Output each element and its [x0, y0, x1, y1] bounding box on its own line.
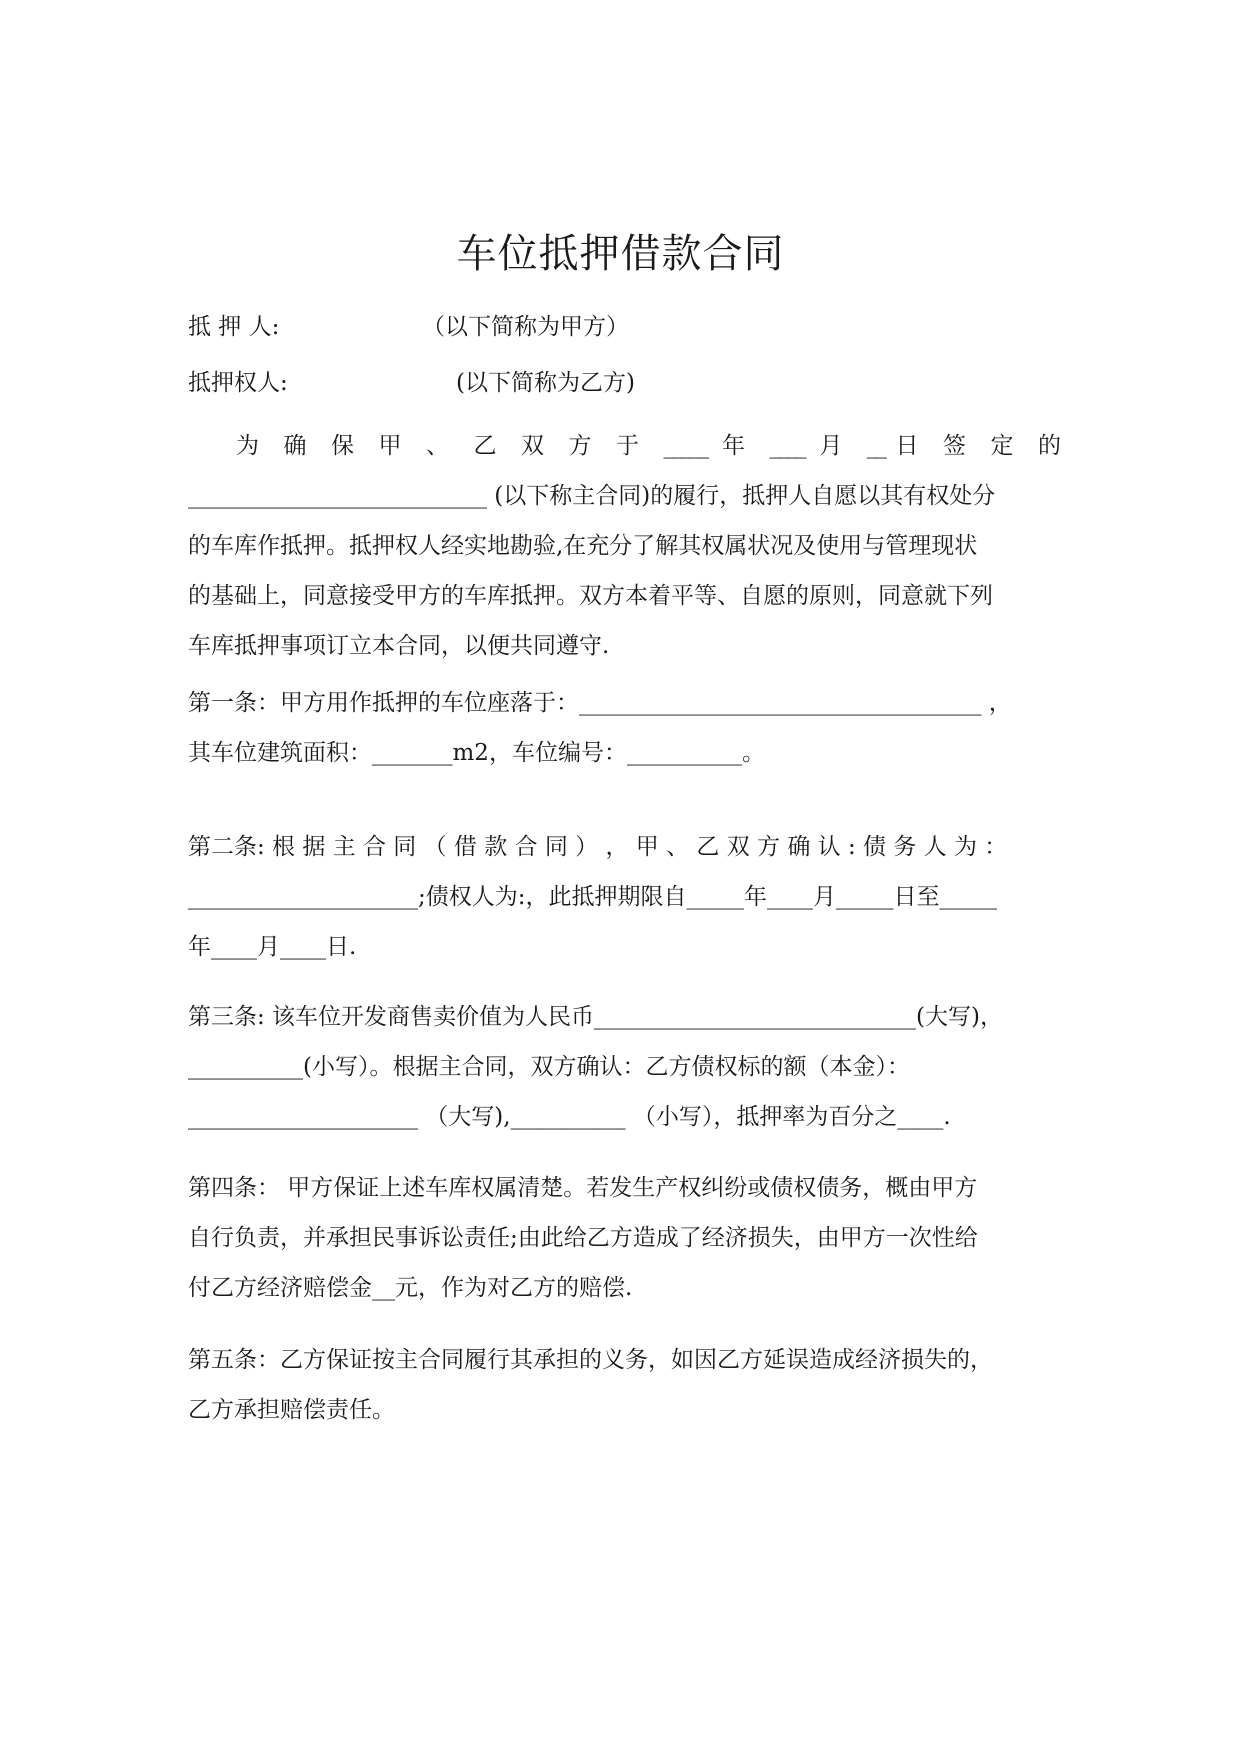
paragraph-line: ____________________ （大写),__________ （小写），抵押率为百分之____. — [188, 1104, 951, 1130]
paragraph-line: 第二条: 根 据 主 合 同 （ 借 款 合 同 ） ， 甲 、 乙 双 方 确 认 : 债 务 人 为 ： — [188, 834, 1008, 860]
paragraph-line: 第一条：甲方用作抵押的车位座落于：___________________________________ ， — [188, 690, 1012, 716]
paragraph-line: 第三条: 该车位开发商售卖价值为人民币____________________________(大写)， — [188, 1004, 1004, 1030]
intro-paragraph — [188, 421, 1058, 671]
mortgagor-line — [188, 312, 1058, 342]
mortgagor-label: 抵 押 人: — [188, 314, 280, 340]
paragraph-line: 车库抵押事项订立本合同，以便共同遵守. — [188, 633, 610, 659]
paragraph-line: ____________________;债权人为:，此抵押期限自_____年____月_____日至_____ — [188, 884, 997, 910]
article-4 — [188, 1163, 1058, 1313]
paragraph-line: 其车位建筑面积：_______m2，车位编号：__________。 — [188, 740, 765, 766]
paragraph-line: 付乙方经济赔偿金__元，作为对乙方的赔偿. — [188, 1275, 633, 1301]
paragraph-line: 第四条： 甲方保证上述车库权属清楚。若发生产权纠纷或债权债务，概由甲方 — [188, 1175, 978, 1201]
article-1 — [188, 678, 1058, 778]
paragraph-line: __________(小写）。根据主合同，双方确认：乙方债权标的额（本金）： — [188, 1054, 910, 1080]
paragraph-line: 乙方承担赔偿责任。 — [188, 1397, 395, 1423]
mortgagee-note: (以下简称为乙方) — [456, 370, 635, 396]
mortgagor-note: （以下简称为甲方） — [422, 314, 629, 340]
paragraph-line: 的车库作抵押。抵押权人经实地勘验,在充分了解其权属状况及使用与管理现状 — [188, 533, 978, 559]
document-title: 车位抵押借款合同 — [456, 231, 785, 277]
mortgagee-label: 抵押权人: — [188, 370, 288, 396]
paragraph-line: 的基础上，同意接受甲方的车库抵押。双方本着平等、自愿的原则，同意就下列 — [188, 583, 993, 609]
paragraph-line: 第五条：乙方保证按主合同履行其承担的义务，如因乙方延误造成经济损失的， — [188, 1347, 993, 1373]
article-2 — [188, 822, 1058, 972]
article-3 — [188, 992, 1058, 1142]
paragraph-line: __________________________ (以下称主合同)的履行，抵押人自愿以其有权处分 — [188, 483, 996, 509]
paragraph-line: 年____月____日. — [188, 934, 357, 960]
paragraph-line: 为 确 保 甲 、 乙 双 方 于 _____ 年 ____ 月 __日 签 定 的 — [236, 433, 1058, 459]
mortgagee-line — [188, 368, 1058, 398]
article-5 — [188, 1335, 1058, 1435]
paragraph-line: 自行负责，并承担民事诉讼责任;由此给乙方造成了经济损失，由甲方一次性给 — [188, 1225, 978, 1251]
